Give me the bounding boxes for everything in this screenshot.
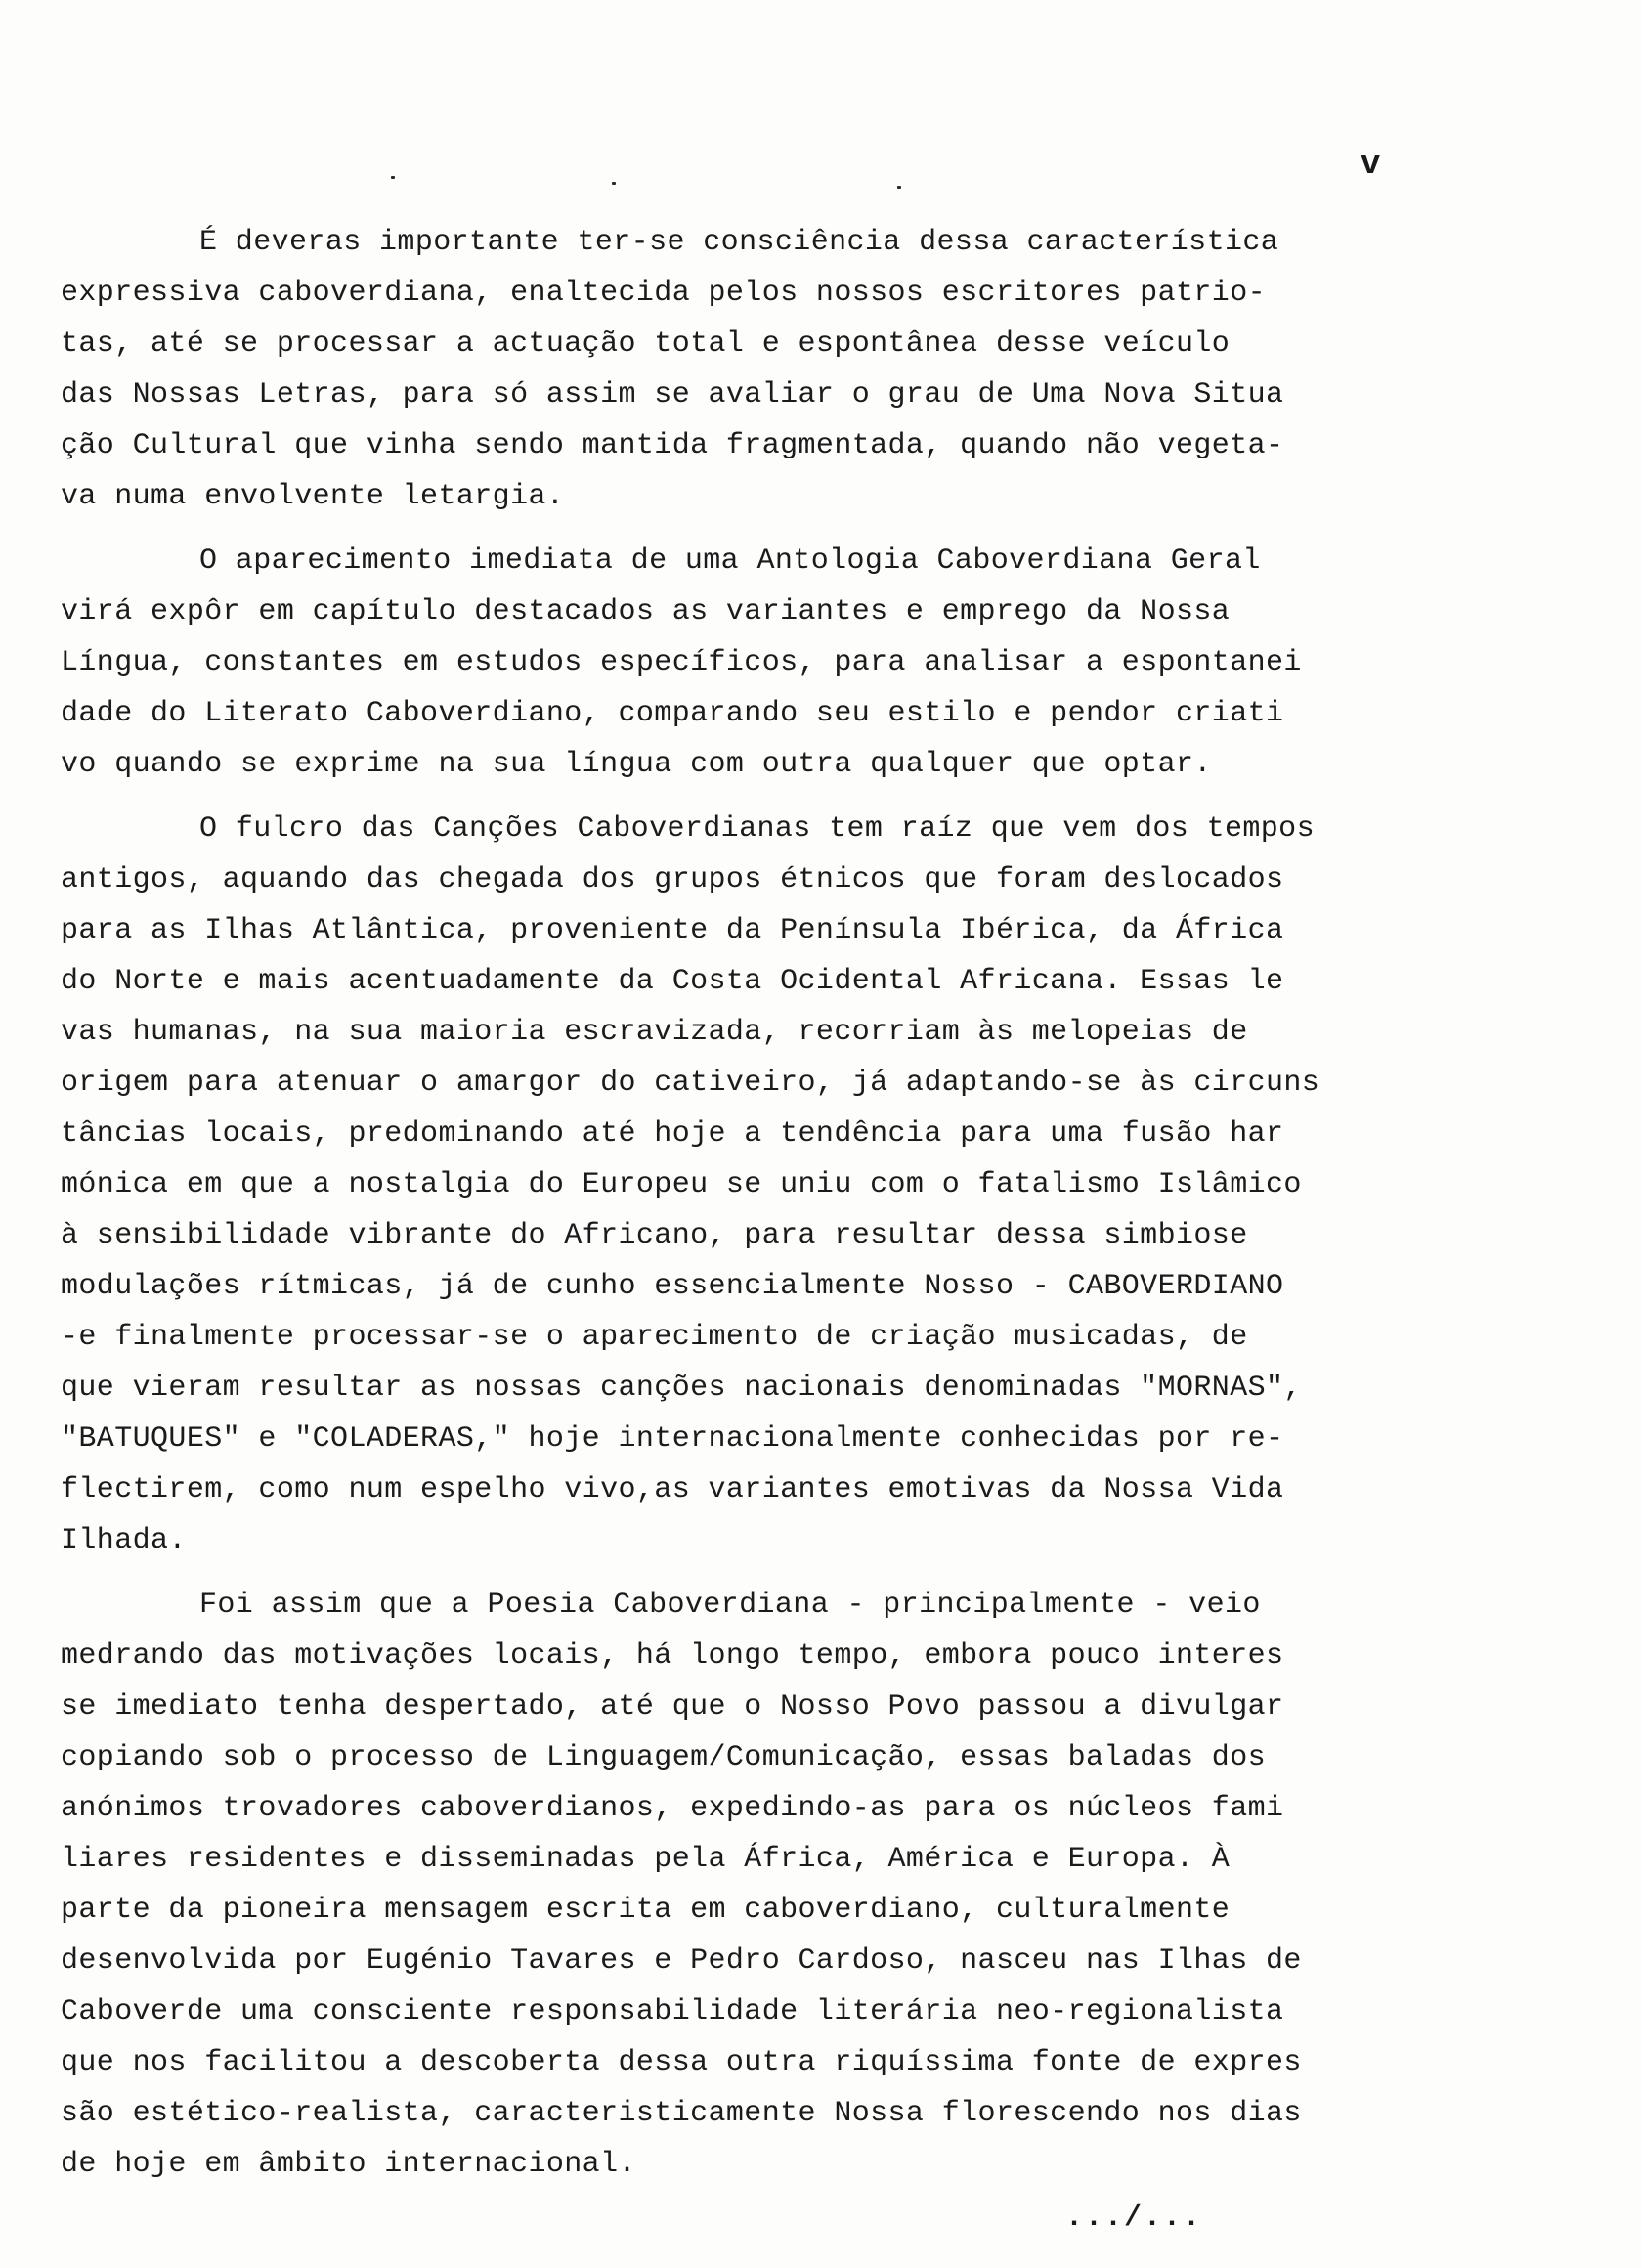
text-line: para as Ilhas Atlântica, proveniente da Península Ibérica, da África: [61, 914, 1284, 947]
text-line: -e finalmente processar-se o aparecimento de criação musicadas, de: [61, 1321, 1248, 1354]
text-line: à sensibilidade vibrante do Africano, para resultar dessa simbiose: [61, 1219, 1248, 1252]
scan-speck: [897, 186, 901, 189]
text-line: tas, até se processar a actuação total e espontânea desse veículo: [61, 327, 1231, 361]
text-line: Foi assim que a Poesia Caboverdiana - principalmente - veio: [199, 1589, 1261, 1622]
text-line: O fulcro das Canções Caboverdianas tem raíz que vem dos tempos: [199, 812, 1315, 846]
text-line: parte da pioneira mensagem escrita em caboverdiano, culturalmente: [61, 1894, 1231, 1927]
text-line: anónimos trovadores caboverdianos, expedindo-as para os núcleos fami: [61, 1792, 1284, 1825]
paragraph-3: [61, 804, 1488, 1566]
text-line: que nos facilitou a descoberta dessa outra riquíssima fonte de expres: [61, 2046, 1302, 2079]
document-body: [61, 217, 1488, 2192]
text-line: copiando sob o processo de Linguagem/Comunicação, essas baladas dos: [61, 1741, 1266, 1774]
text-line: desenvolvida por Eugénio Tavares e Pedro Cardoso, nasceu nas Ilhas de: [61, 1944, 1302, 1978]
text-line: Língua, constantes em estudos específicos, para analisar a espontanei: [61, 646, 1302, 679]
text-line: origem para atenuar o amargor do cativeiro, já adaptando-se às circuns: [61, 1067, 1320, 1100]
text-line: flectirem, como num espelho vivo,as variantes emotivas da Nossa Vida: [61, 1473, 1284, 1506]
text-line: são estético-realista, caracteristicamente Nossa florescendo nos dias: [61, 2097, 1302, 2130]
text-line: ção Cultural que vinha sendo mantida fragmentada, quando não vegeta-: [61, 429, 1284, 462]
text-line: antigos, aquando das chegada dos grupos étnicos que foram deslocados: [61, 863, 1284, 896]
paragraph-2: [61, 536, 1488, 790]
text-line: virá expôr em capítulo destacados as variantes e emprego da Nossa: [61, 595, 1231, 629]
text-line: que vieram resultar as nossas canções nacionais denominadas "MORNAS",: [61, 1372, 1302, 1405]
text-line: do Norte e mais acentuadamente da Costa Ocidental Africana. Essas le: [61, 965, 1284, 998]
text-line: Ilhada.: [61, 1524, 187, 1557]
text-line: das Nossas Letras, para só assim se avaliar o grau de Uma Nova Situa: [61, 378, 1284, 412]
text-line: É deveras importante ter-se consciência dessa característica: [199, 226, 1279, 259]
paragraph-4: [61, 1580, 1488, 2190]
text-line: tâncias locais, predominando até hoje a tendência para uma fusão har: [61, 1117, 1284, 1151]
text-line: liares residentes e disseminadas pela África, América e Europa. À: [61, 1843, 1231, 1876]
text-line: se imediato tenha despertado, até que o Nosso Povo passou a divulgar: [61, 1690, 1284, 1723]
text-line: mónica em que a nostalgia do Europeu se uniu com o fatalismo Islâmico: [61, 1168, 1302, 1201]
text-line: vo quando se exprime na sua língua com outra qualquer que optar.: [61, 748, 1212, 781]
text-line: de hoje em âmbito internacional.: [61, 2148, 636, 2181]
text-line: medrando das motivações locais, há longo tempo, embora pouco interes: [61, 1639, 1284, 1673]
text-line: modulações rítmicas, já de cunho essencialmente Nosso - CABOVERDIANO: [61, 1270, 1284, 1303]
scan-speck: [391, 176, 395, 179]
text-line: vas humanas, na sua maioria escravizada, recorriam às melopeias de: [61, 1016, 1248, 1049]
scan-speck: [612, 182, 616, 185]
paragraph-1: [61, 217, 1488, 522]
text-line: va numa envolvente letargia.: [61, 480, 565, 513]
text-line: Caboverde uma consciente responsabilidade literária neo-regionalista: [61, 1995, 1284, 2028]
text-line: O aparecimento imediata de uma Antologia Caboverdiana Geral: [199, 545, 1261, 578]
text-line: "BATUQUES" e "COLADERAS," hoje internacionalmente conhecidas por re-: [61, 1422, 1284, 1456]
text-line: dade do Literato Caboverdiano, comparando seu estilo e pendor criati: [61, 697, 1284, 730]
text-line: expressiva caboverdiana, enaltecida pelos nossos escritores patrio-: [61, 277, 1266, 310]
continuation-mark: .../...: [1065, 2202, 1203, 2235]
page-number-mark: v: [1361, 147, 1381, 184]
